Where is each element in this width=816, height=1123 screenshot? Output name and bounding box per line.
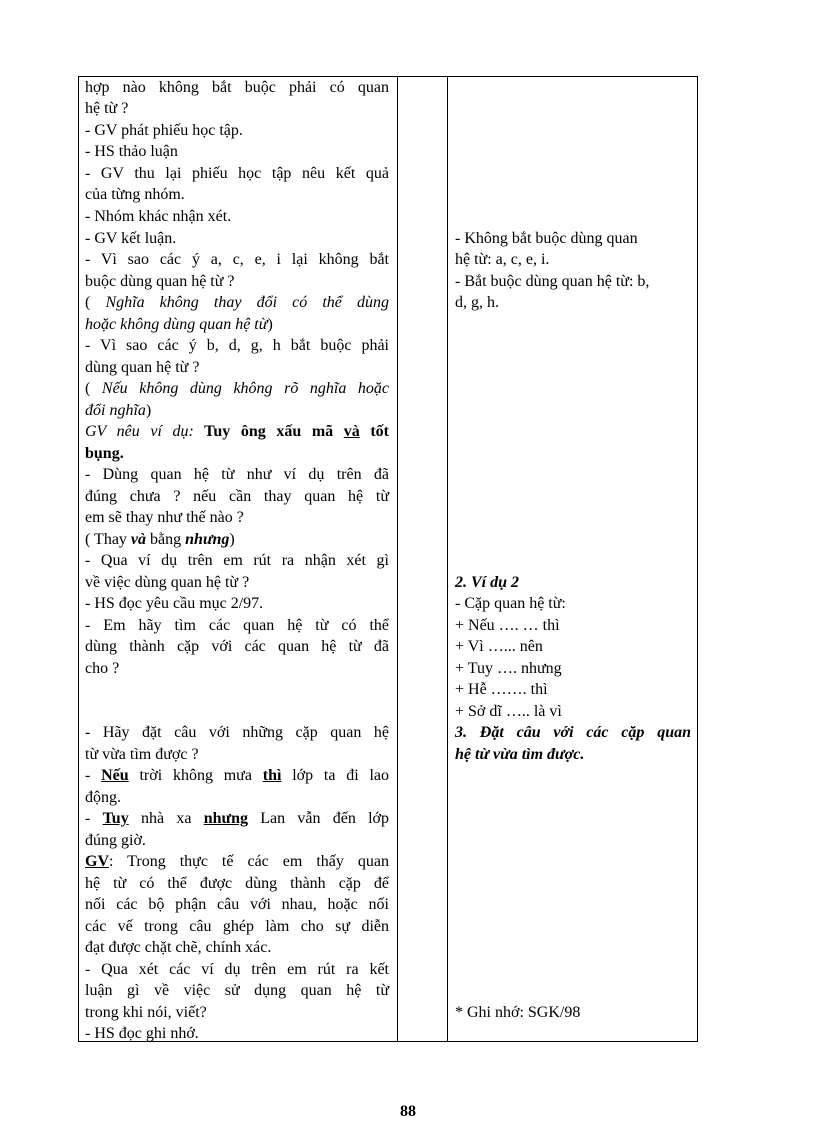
text-line: hợp nào không bắt buộc phải có quan [85,79,389,96]
section-heading: 3. Đặt câu với các cặp quan [455,724,691,741]
text-line: đúng giờ. [85,832,146,849]
text-line: - Em hãy tìm các quan hệ từ có thể [85,617,389,634]
text-line: - GV thu lại phiếu học tập nêu kết quả [85,165,389,182]
text-line: - Vì sao các ý a, c, e, i lại không bắt [85,251,389,268]
text-line: - GV kết luận. [85,230,177,247]
text-line: của từng nhóm. [85,186,185,203]
text-line: - Tuy nhà xa nhưng Lan vẫn đến lớp [85,810,390,827]
text-line: em sẽ thay như thế nào ? [85,509,244,526]
text-line: - Hãy đặt câu với những cặp quan hệ [85,724,389,741]
text-line: ( Nếu không dùng không rõ nghĩa hoặc [85,380,390,397]
text-line: GV nêu ví dụ: Tuy ông xấu mã và tốt [85,423,390,440]
text-line: - HS đọc ghi nhớ. [85,1025,199,1042]
text-line: - Nếu trời không mưa thì lớp ta đi lao [85,767,389,784]
column-divider-2 [447,77,448,1041]
text-line: - Qua xét các ví dụ trên em rút ra kết [85,961,389,978]
text-line: động. [85,789,121,806]
section-heading: hệ từ vừa tìm được. [455,746,585,763]
text-line: ( Nghĩa không thay đổi có thể dùng [85,294,390,311]
text-line: GV: Trong thực tế các em thấy quan [85,853,389,870]
text-line: - Vì sao các ý b, d, g, h bắt buộc phải [85,337,389,354]
text-line: trong khi nói, viết? [85,1004,207,1021]
text-line: hệ từ ? [85,100,129,117]
text-line: + Sở dĩ ….. là vì [455,703,562,720]
text-line: + Tuy …. nhưng [455,660,562,677]
text-line: - HS thảo luận [85,143,178,160]
text-line: ( Thay và bằng nhưng) [85,531,235,548]
text-line: - Nhóm khác nhận xét. [85,208,232,225]
text-line: - Qua ví dụ trên em rút ra nhận xét gì [85,552,389,569]
text-line: - Dùng quan hệ từ như ví dụ trên đã [85,466,389,483]
text-line: bụng. [85,445,124,462]
text-line: đạt được chặt chẽ, chính xác. [85,939,272,956]
section-heading: 2. Ví dụ 2 [455,574,520,591]
text-line: đúng chưa ? nếu cần thay quan hệ từ [85,488,389,505]
text-line: dùng quan hệ từ ? [85,359,200,376]
text-line: * Ghi nhớ: SGK/98 [455,1004,581,1021]
lesson-table [78,76,698,1042]
text-line: - Không bắt buộc dùng quan [455,230,638,247]
page-number: 88 [400,1103,416,1120]
text-line: - Cặp quan hệ từ: [455,595,566,612]
text-line: cho ? [85,660,120,677]
text-line: hoặc không dùng quan hệ từ) [85,316,273,333]
text-line: luận gì về việc sử dụng quan hệ từ [85,982,389,999]
text-line: từ vừa tìm được ? [85,746,199,763]
text-line: về việc dùng quan hệ từ ? [85,574,250,591]
text-line: + Hễ ……. thì [455,681,548,698]
text-line: dùng thành cặp với các quan hệ từ đã [85,638,389,655]
text-line: - HS đọc yêu cầu mục 2/97. [85,595,264,612]
column-divider-1 [397,77,398,1041]
text-line: nối các bộ phận câu với nhau, hoặc nối [85,896,389,913]
text-line: - GV phát phiếu học tập. [85,122,243,139]
text-line: buộc dùng quan hệ từ ? [85,273,235,290]
text-line: - Bắt buộc dùng quan hệ từ: b, [455,273,650,290]
text-line: hệ từ có thể được dùng thành cặp để [85,875,389,892]
text-line: hệ từ: a, c, e, i. [455,251,550,268]
text-line: các vế trong câu ghép làm cho sự diễn [85,918,389,935]
text-line: + Nếu …. … thì [455,617,560,634]
text-line: d, g, h. [455,294,499,311]
text-line: + Vì …... nên [455,638,543,655]
text-line: đổi nghĩa) [85,402,152,419]
